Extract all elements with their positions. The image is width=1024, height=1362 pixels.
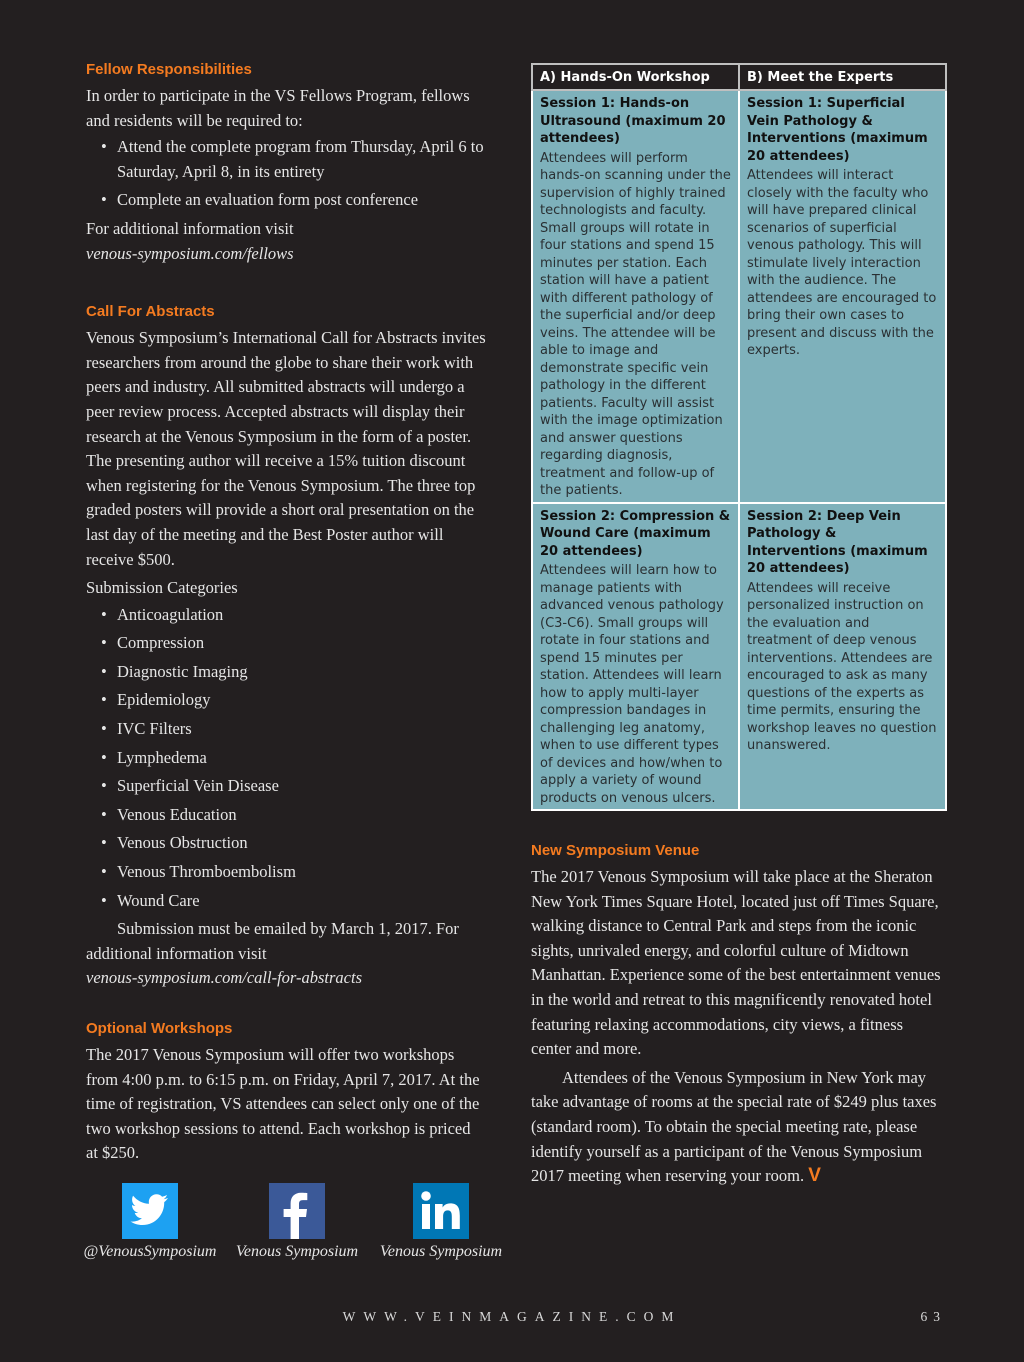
- left-column: [86, 60, 486, 1166]
- twitter-handle: @VenousSymposium: [83, 1243, 217, 1260]
- workshop-table: [531, 63, 947, 811]
- abstracts-heading: Call For Abstracts: [86, 303, 215, 321]
- end-mark: V: [808, 1165, 821, 1187]
- twitter-link[interactable]: [80, 1183, 220, 1261]
- venue-paragraph: The 2017 Venous Symposium will take place at the Sheraton New York Times Square Hotel, located just off Times Square, walking distance to Central Park and steps from the iconic sights, unrivaled energy, and colorful culture of Midtown Manhattan. Experience some of the best entertainment venues in the world and retreat to this magnificently renovated hotel featuring relaxing accommodations, city views, a fitness center and more.: [531, 867, 941, 1059]
- fellow-heading: Fellow Responsibilities: [86, 61, 252, 78]
- table-cell: [532, 503, 739, 811]
- linkedin-link[interactable]: [374, 1183, 508, 1261]
- facebook-link[interactable]: [230, 1183, 364, 1261]
- list-item: • Lymphedema: [86, 746, 486, 771]
- list-item: • Diagnostic Imaging: [86, 660, 486, 685]
- social-links: [80, 1183, 506, 1263]
- session-title: Session 1: Hands-on Ultrasound (maximum 20 attendees): [540, 96, 726, 146]
- column-header-hands-on: A) Hands-On Workshop: [532, 64, 739, 90]
- fellow-intro: In order to participate in the VS Fellows Program, fellows and residents will be required to:: [86, 86, 470, 130]
- table-row: [532, 503, 946, 811]
- session-description: Attendees will interact closely with the faculty who will have prepared clinical scenarios of superficial venous pathology. This will stimulate lively interaction with the audience. The attendees are encouraged to bring their own cases to present and discuss with the experts.: [747, 168, 937, 358]
- fellow-requirements-list: [86, 135, 486, 213]
- session-title: Session 1: Superficial Vein Pathology & Interventions (maximum 20 attendees): [747, 96, 928, 164]
- linkedin-icon: [413, 1183, 469, 1239]
- workshops-heading: Optional Workshops: [86, 1020, 233, 1037]
- venue-rate-text: Attendees of the Venous Symposium in New York may take advantage of rooms at the special rate of $249 plus taxes (standard room). To obtain the special meeting rate, please identify yourself as a participant of the Venous Symposium 2017 meeting when reserving your room.: [531, 1067, 937, 1186]
- table-cell: [532, 90, 739, 503]
- session-title: Session 2: Compression & Wound Care (maximum 20 attendees): [540, 508, 731, 559]
- list-item: • Attend the complete program from Thursday, April 6 to Saturday, April 8, in its entirety: [86, 135, 486, 184]
- fellow-info: For additional information visit: [86, 218, 294, 238]
- session-description: Attendees will learn how to manage patients with advanced venous pathology (C3-C6). Small groups will rotate in four stations and spend 15 minutes per station. Attendees will learn how to apply multi-layer compression bandages in challenging leg anatomy, when to use different types of devices and how/when to apply a variety of wound products on venous ulcers.: [540, 563, 724, 806]
- table-cell: [739, 90, 946, 503]
- list-item: • Anticoagulation: [86, 603, 486, 628]
- list-item: • IVC Filters: [86, 717, 486, 742]
- table-cell: [739, 503, 946, 811]
- list-item: • Epidemiology: [86, 688, 486, 713]
- list-item: • Venous Thromboembolism: [86, 860, 486, 885]
- categories-label: Submission Categories: [86, 578, 238, 598]
- workshops-body: The 2017 Venous Symposium will offer two workshops from 4:00 p.m. to 6:15 p.m. on Friday, April 7, 2017. At the time of registration, VS attendees can select only one of the two workshop sessions to attend. Each workshop is priced at $250.: [86, 1045, 480, 1163]
- categories-list: [86, 603, 486, 914]
- list-item: • Venous Obstruction: [86, 831, 486, 856]
- list-item: • Wound Care: [86, 889, 486, 914]
- session-description: Attendees will perform hands-on scanning under the supervision of highly trained technologists and faculty. Small groups will rotate in four stations and spend 15 minutes per station. Each station will have a patient with different pathology of the superficial and/or deep veins. The attendee will be able to image and demonstrate specific vein pathology in the different patients. Faculty will assist with the image optimization and answer questions regarding diagnosis, treatment and follow-up of the patients.: [540, 150, 731, 498]
- footer-url[interactable]: WWW.VEINMAGAZINE.COM: [342, 1309, 682, 1324]
- abstracts-body: Venous Symposium’s International Call for Abstracts invites researchers from around the globe to share their work with peers and industry. All submitted abstracts will undergo a peer review process. Accepted abstracts will display their research at the Venous Symposium in the form of a poster. The presenting author will receive a 15% tuition discount when registering for the Venous Symposium. The three top graded posters will provide a short oral presentation on the last day of the meeting and the Best Poster author will receive $500.: [86, 328, 486, 569]
- page-number: 63: [920, 1309, 946, 1324]
- column-header-experts: B) Meet the Experts: [739, 64, 946, 90]
- linkedin-name: Venous Symposium: [379, 1243, 503, 1260]
- abstracts-link[interactable]: venous-symposium.com/call-for-abstracts: [86, 968, 363, 988]
- right-column: [531, 63, 947, 1189]
- session-title: Session 2: Deep Vein Pathology & Interventions (maximum 20 attendees): [747, 508, 928, 576]
- venue-section: [531, 841, 947, 1189]
- venue-heading: New Symposium Venue: [531, 842, 700, 859]
- abstracts-deadline: Submission must be emailed by March 1, 2017. For additional information visit: [86, 919, 459, 963]
- facebook-name: Venous Symposium: [235, 1243, 359, 1260]
- table-row: [532, 90, 946, 503]
- list-item: • Complete an evaluation form post conference: [86, 188, 486, 213]
- list-item: • Superficial Vein Disease: [86, 774, 486, 799]
- twitter-icon: [122, 1183, 178, 1239]
- fellows-link[interactable]: venous-symposium.com/fellows: [86, 243, 294, 263]
- list-item: • Venous Education: [86, 803, 486, 828]
- session-description: Attendees will receive personalized instruction on the evaluation and treatment of deep venous interventions. Attendees are encouraged to ask as many questions of the experts as time permits, ensuring the workshop leaves no question unanswered.: [747, 580, 937, 753]
- facebook-icon: [269, 1183, 325, 1239]
- venue-rate-paragraph: [531, 1066, 947, 1189]
- list-item: • Compression: [86, 631, 486, 656]
